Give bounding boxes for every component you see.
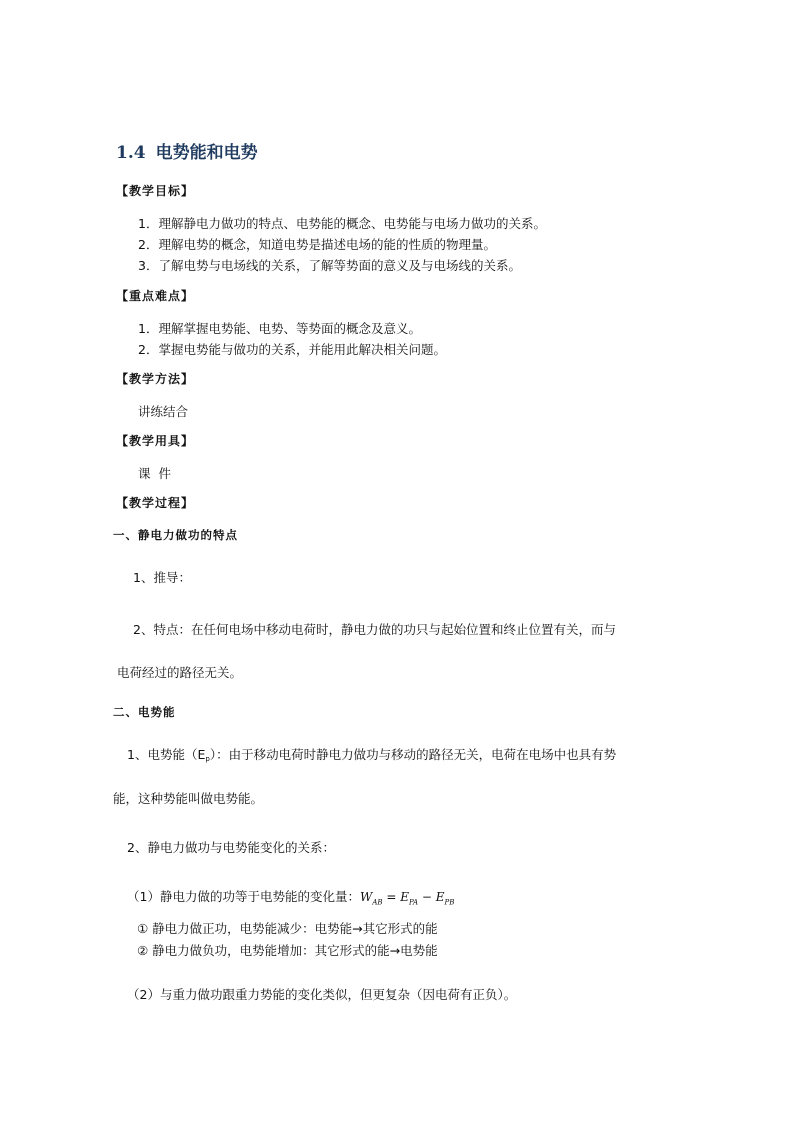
objective-item: 2．理解电势的概念，知道电势是描述电场的能的性质的物理量。 (138, 237, 496, 252)
key-point-item: 1．理解掌握电势能、电势、等势面的概念及意义。 (138, 321, 421, 336)
part1-feature-line1: 2、特点：在任何电场中移动电荷时，静电力做的功只与起始位置和终止位置有关，而与 (133, 622, 616, 637)
section-process: 【教学过程】 (116, 496, 195, 510)
part2-definition-line2: 能，这种势能叫做电势能。 (113, 791, 264, 806)
part2-relation: 2、静电力做功与电势能变化的关系： (127, 840, 335, 855)
section-key-points: 【重点难点】 (116, 289, 195, 303)
part2-work-equals-change: （1）静电力做的功等于电势能的变化量：$W_{AB} = E_{PA} - E_{PB}$ (127, 889, 455, 907)
part1-derivation: 1、推导： (133, 570, 191, 585)
objective-item: 3．了解电势与电场线的关系，了解等势面的意义及与电场线的关系。 (138, 258, 521, 273)
section-objectives: 【教学目标】 (116, 184, 195, 198)
page-title (116, 138, 258, 163)
objective-item: 1．理解静电力做功的特点、电势能的概念、电势能与电场力做功的关系。 (138, 216, 546, 231)
key-point-item: 2．掌握电势能与做功的关系，并能用此解决相关问题。 (138, 342, 446, 357)
title-text: 电势能和电势 (155, 143, 258, 163)
section-tools: 【教学用具】 (116, 434, 195, 448)
part1-heading: 一、静电力做功的特点 (113, 528, 238, 542)
tools-text: 课 件 (138, 466, 171, 481)
part1-feature-line2: 电荷经过的路径无关。 (117, 665, 243, 680)
work-energy-formula: $W_{AB} = E_{PA} - E_{PB}$ (359, 890, 455, 907)
bullet-negative-work: ② 静电力做负功，电势能增加：其它形式的能→电势能 (137, 943, 438, 958)
bullet-positive-work: ① 静电力做正功，电势能减少：电势能→其它形式的能 (137, 921, 438, 936)
method-text: 讲练结合 (138, 404, 189, 419)
part2-heading: 二、电势能 (113, 705, 176, 719)
section-method: 【教学方法】 (116, 372, 195, 386)
part2-gravity-analogy: （2）与重力做功跟重力势能的变化类似，但更复杂（因电荷有正负）。 (127, 987, 517, 1002)
part2-definition-line1: 1、电势能（Ep）：由于移动电荷时静电力做功与移动的路径无关，电荷在电场中也具有势 (127, 747, 617, 763)
section-number: 1.4 (116, 143, 146, 163)
